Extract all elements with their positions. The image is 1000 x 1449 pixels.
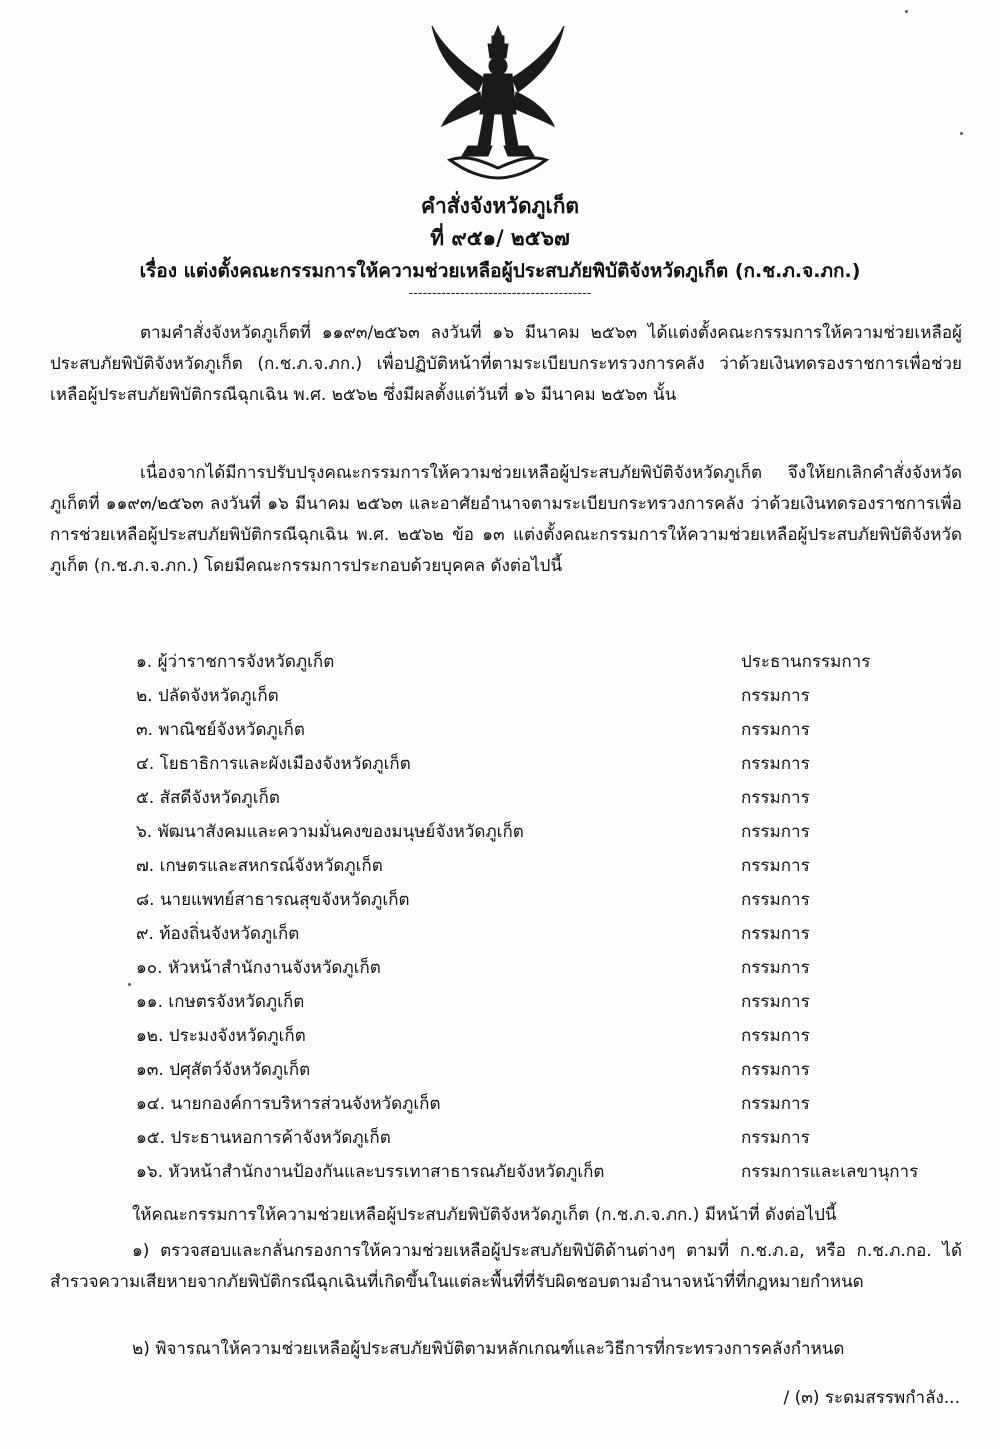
member-name: ๓. พาณิชย์จังหวัดภูเก็ต <box>136 720 305 740</box>
order-subject: เรื่อง แต่งตั้งคณะกรรมการให้ความช่วยเหลือผู้ประสบภัยพิบัติจังหวัดภูเก็ต (ก.ช.ภ.จ.ภก.) <box>139 260 861 282</box>
duty-item-2: ๒) พิจารณาให้ความช่วยเหลือผู้ประสบภัยพิบัติตามหลักเกณฑ์และวิธีการที่กระทรวงการคลังกำหนด <box>132 1339 845 1359</box>
duties-intro: ให้คณะกรรมการให้ความช่วยเหลือผู้ประสบภัยพิบัติจังหวัดภูเก็ต (ก.ช.ภ.จ.ภก.) มีหน้าที่ ดังต่อไปนี้ <box>132 1205 837 1225</box>
member-row <box>0 781 1000 815</box>
member-row <box>0 1053 1000 1087</box>
scan-speck <box>128 983 131 986</box>
member-name: ๑. ผู้ว่าราชการจังหวัดภูเก็ต <box>136 652 335 672</box>
member-role: กรรมการ <box>741 890 810 910</box>
order-title: คำสั่งจังหวัดภูเก็ต <box>420 194 580 218</box>
separator-line: --------------------------------------- <box>408 286 592 301</box>
member-name: ๑๖. หัวหน้าสำนักงานป้องกันและบรรเทาสาธารณภัยจังหวัดภูเก็ต <box>136 1162 605 1182</box>
scan-speck <box>960 132 963 135</box>
body-paragraph-1: ตามคำสั่งจังหวัดภูเก็ตที่ ๑๑๙๓/๒๕๖๓ ลงวันที่ ๑๖ มีนาคม ๒๕๖๓ ได้แต่งตั้งคณะกรรมการให้ความช่วยเหลือผู้ประสบภัยพิบัติจังหวัดภูเก็ต (ก.ช.ภ.จ.ภก.) เพื่อปฏิบัติหน้าที่ตามระเบียบกระทรวงการคลัง ว่าด้วยเงินทดรองราชการเพื่อช่วยเหลือผู้ประสบภัยพิบัติกรณีฉุกเฉิน พ.ศ. ๒๕๖๒ ซึ่งมีผลตั้งแต่วันที่ ๑๖ มีนาคม ๒๕๖๓ นั้น <box>50 323 962 405</box>
member-name: ๑๒. ประมงจังหวัดภูเก็ต <box>136 1026 306 1046</box>
member-name: ๔. โยธาธิการและผังเมืองจังหวัดภูเก็ต <box>136 754 411 774</box>
member-row <box>0 645 1000 679</box>
member-role: กรรมการ <box>741 1060 810 1080</box>
member-role: กรรมการ <box>741 754 810 774</box>
member-role: กรรมการและเลขานุการ <box>741 1162 919 1182</box>
member-role: กรรมการ <box>741 788 810 808</box>
member-row <box>0 1121 1000 1155</box>
member-role: กรรมการ <box>741 856 810 876</box>
member-row <box>0 1019 1000 1053</box>
member-role: กรรมการ <box>741 686 810 706</box>
member-name: ๑๐. หัวหน้าสำนักงานจังหวัดภูเก็ต <box>136 958 381 978</box>
member-role: กรรมการ <box>741 992 810 1012</box>
member-row <box>0 713 1000 747</box>
member-row <box>0 883 1000 917</box>
member-name: ๑๑. เกษตรจังหวัดภูเก็ต <box>136 992 305 1012</box>
member-row <box>0 1155 1000 1189</box>
scan-speck <box>905 10 908 13</box>
member-role: กรรมการ <box>741 958 810 978</box>
member-role: กรรมการ <box>741 720 810 740</box>
garuda-emblem-icon <box>428 22 568 182</box>
duty-item-1: ๑) ตรวจสอบและกลั่นกรองการให้ความช่วยเหลือผู้ประสบภัยพิบัติด้านต่างๆ ตามที่ ก.ช.ภ.อ, หรือ ก.ช.ภ.กอ. ได้สำรวจความเสียหายจากภัยพิบัติกรณีฉุกเฉินที่เกิดขึ้นในแต่ละพื้นที่ที่รับผิดชอบตามอำนาจหน้าที่ที่กฎหมายกำหนด <box>50 1241 962 1292</box>
member-name: ๑๓. ปศุสัตว์จังหวัดภูเก็ต <box>136 1060 311 1080</box>
continuation-note: / (๓) ระดมสรรพกำลัง... <box>783 1388 960 1408</box>
member-role: กรรมการ <box>741 924 810 944</box>
member-name: ๗. เกษตรและสหกรณ์จังหวัดภูเก็ต <box>136 856 383 876</box>
member-name: ๙. ท้องถิ่นจังหวัดภูเก็ต <box>136 924 300 944</box>
body-paragraph-2: เนื่องจากได้มีการปรับปรุงคณะกรรมการให้ความช่วยเหลือผู้ประสบภัยพิบัติจังหวัดภูเก็ต จึงให้ยกเลิกคำสั่งจังหวัดภูเก็ตที่ ๑๑๙๓/๒๕๖๓ ลงวันที่ ๑๖ มีนาคม ๒๕๖๓ และอาศัยอำนาจตามระเบียบกระทรวงการคลัง ว่าด้วยเงินทดรองราชการเพื่อการช่วยเหลือผู้ประสบภัยพิบัติกรณีฉุกเฉิน พ.ศ. ๒๕๖๒ ข้อ ๑๓ แต่งตั้งคณะกรรมการให้ความช่วยเหลือผู้ประสบภัยพิบัติจังหวัดภูเก็ต (ก.ช.ภ.จ.ภก.) โดยมีคณะกรรมการประกอบด้วยบุคคล ดังต่อไปนี้ <box>50 463 962 576</box>
order-number: ที่ ๙๕๑/ ๒๕๖๗ <box>430 226 570 250</box>
member-name: ๕. สัสดีจังหวัดภูเก็ต <box>136 788 280 808</box>
member-row <box>0 849 1000 883</box>
member-row <box>0 951 1000 985</box>
member-name: ๑๕. ประธานหอการค้าจังหวัดภูเก็ต <box>136 1128 391 1148</box>
member-row <box>0 1087 1000 1121</box>
member-role: กรรมการ <box>741 1026 810 1046</box>
member-role: กรรมการ <box>741 822 810 842</box>
member-name: ๘. นายแพทย์สาธารณสุขจังหวัดภูเก็ต <box>136 890 410 910</box>
member-row <box>0 917 1000 951</box>
member-row <box>0 985 1000 1019</box>
member-row <box>0 815 1000 849</box>
member-role: กรรมการ <box>741 1094 810 1114</box>
member-role: ประธานกรรมการ <box>741 652 871 672</box>
member-row <box>0 679 1000 713</box>
member-name: ๑๔. นายกองค์การบริหารส่วนจังหวัดภูเก็ต <box>136 1094 441 1114</box>
member-name: ๒. ปลัดจังหวัดภูเก็ต <box>136 686 279 706</box>
member-row <box>0 747 1000 781</box>
member-name: ๖. พัฒนาสังคมและความมั่นคงของมนุษย์จังหวัดภูเก็ต <box>136 822 524 842</box>
member-role: กรรมการ <box>741 1128 810 1148</box>
